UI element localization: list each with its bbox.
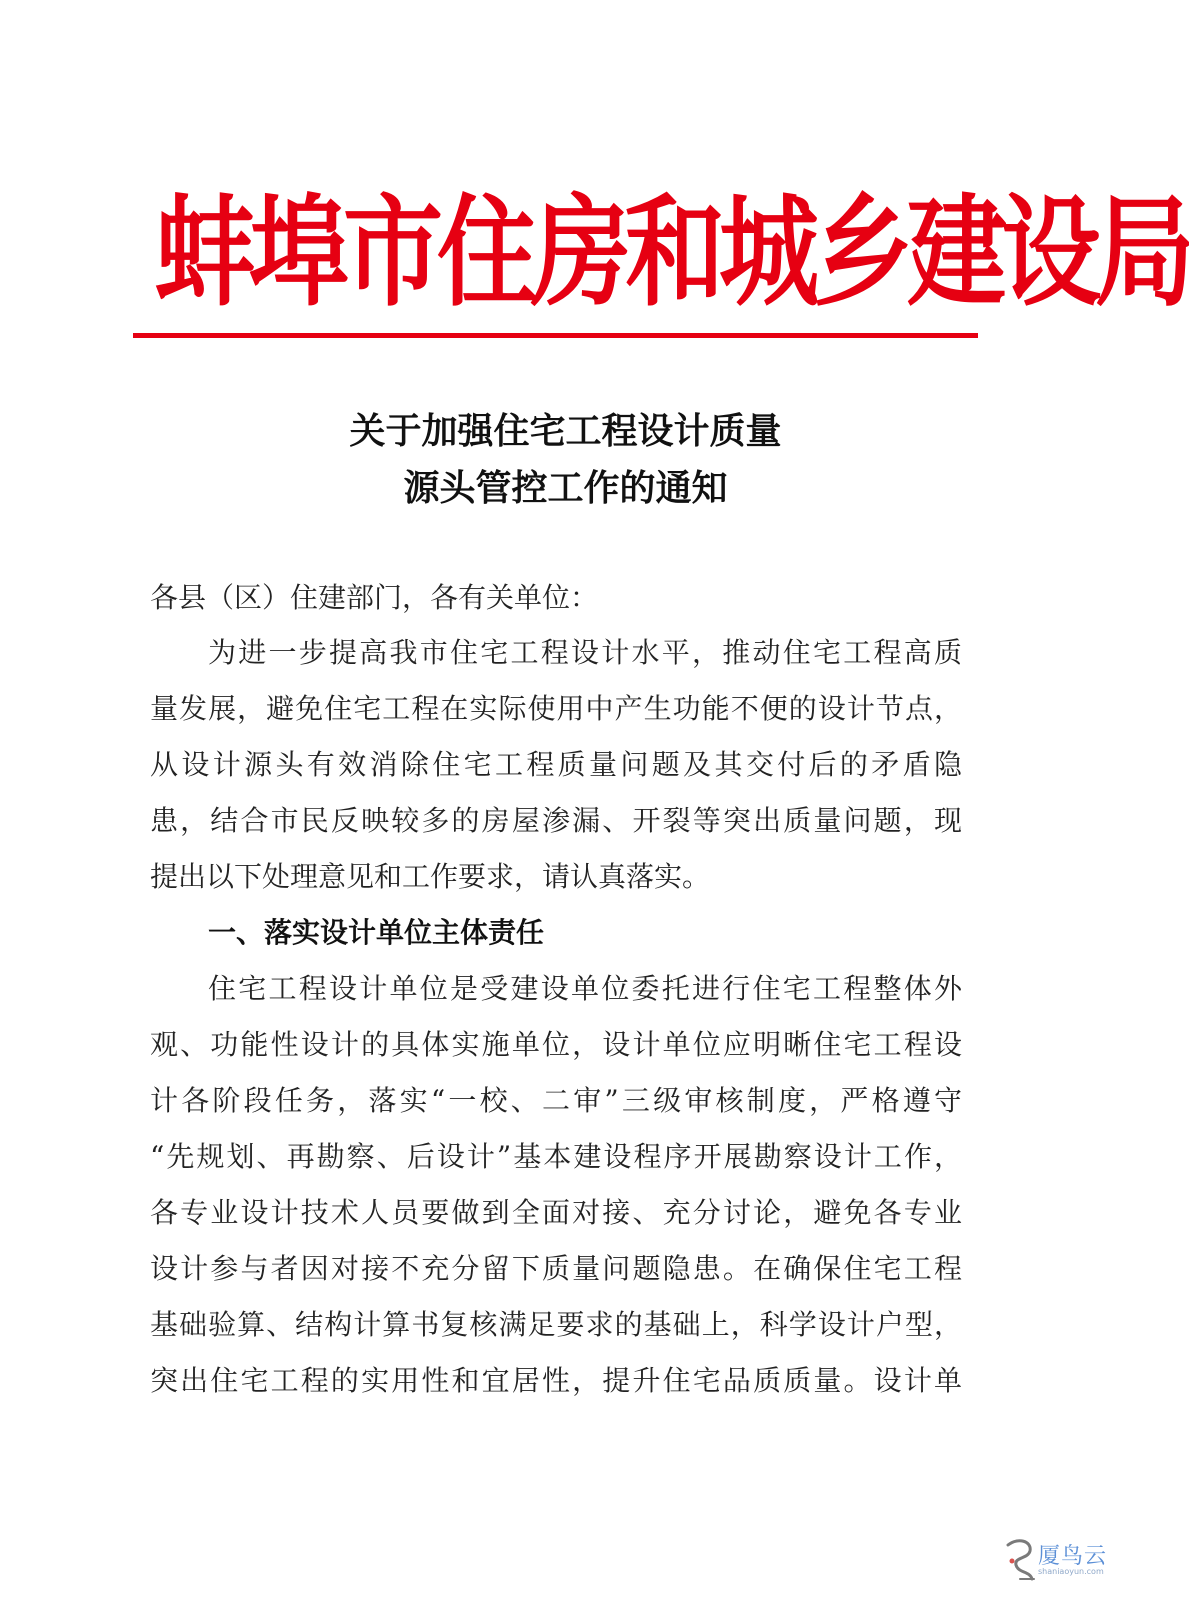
section-1-line: 突出住宅工程的实用性和宜居性，提升住宅品质质量。设计单 [150, 1364, 962, 1397]
document-title-line-1: 关于加强住宅工程设计质量 [349, 410, 782, 452]
intro-line: 为进一步提高我市住宅工程设计水平，推动住宅工程高质 [208, 636, 962, 669]
intro-line: 从设计源头有效消除住宅工程质量问题及其交付后的矛盾隐 [150, 748, 962, 781]
salutation: 各县（区）住建部门，各有关单位： [150, 581, 599, 614]
section-1-line: 各专业设计技术人员要做到全面对接、充分讨论，避免各专业 [150, 1196, 962, 1229]
intro-line: 提出以下处理意见和工作要求，请认真落实。 [150, 860, 711, 893]
intro-line: 患，结合市民反映较多的房屋渗漏、开裂等突出质量问题，现 [150, 804, 962, 837]
document-title-line-2: 源头管控工作的通知 [403, 467, 728, 509]
letterhead-org-name: 蚌埠市住房和城乡建设局 [155, 182, 1189, 323]
letterhead-red-rule [133, 333, 978, 338]
bird-logo-icon [1000, 1535, 1040, 1585]
section-1-line: 计各阶段任务，落实“一校、二审”三级审核制度，严格遵守 [150, 1084, 962, 1117]
section-1-line: 设计参与者因对接不充分留下质量问题隐患。在确保住宅工程 [150, 1252, 962, 1285]
watermark-domain: shaniaoyun.com [1038, 1567, 1104, 1576]
intro-line: 量发展，避免住宅工程在实际使用中产生功能不便的设计节点， [150, 692, 962, 725]
section-1-line: 住宅工程设计单位是受建设单位委托进行住宅工程整体外 [208, 972, 962, 1005]
watermark-brand: 厦鸟云 [1038, 1544, 1108, 1569]
section-1-line: 观、功能性设计的具体实施单位，设计单位应明晰住宅工程设 [150, 1028, 962, 1061]
section-1-heading: 一、落实设计单位主体责任 [208, 916, 545, 949]
section-1-line: “先规划、再勘察、后设计”基本建设程序开展勘察设计工作， [150, 1140, 962, 1173]
section-1-line: 基础验算、结构计算书复核满足要求的基础上，科学设计户型， [150, 1308, 962, 1341]
watermark [1000, 1535, 1120, 1585]
